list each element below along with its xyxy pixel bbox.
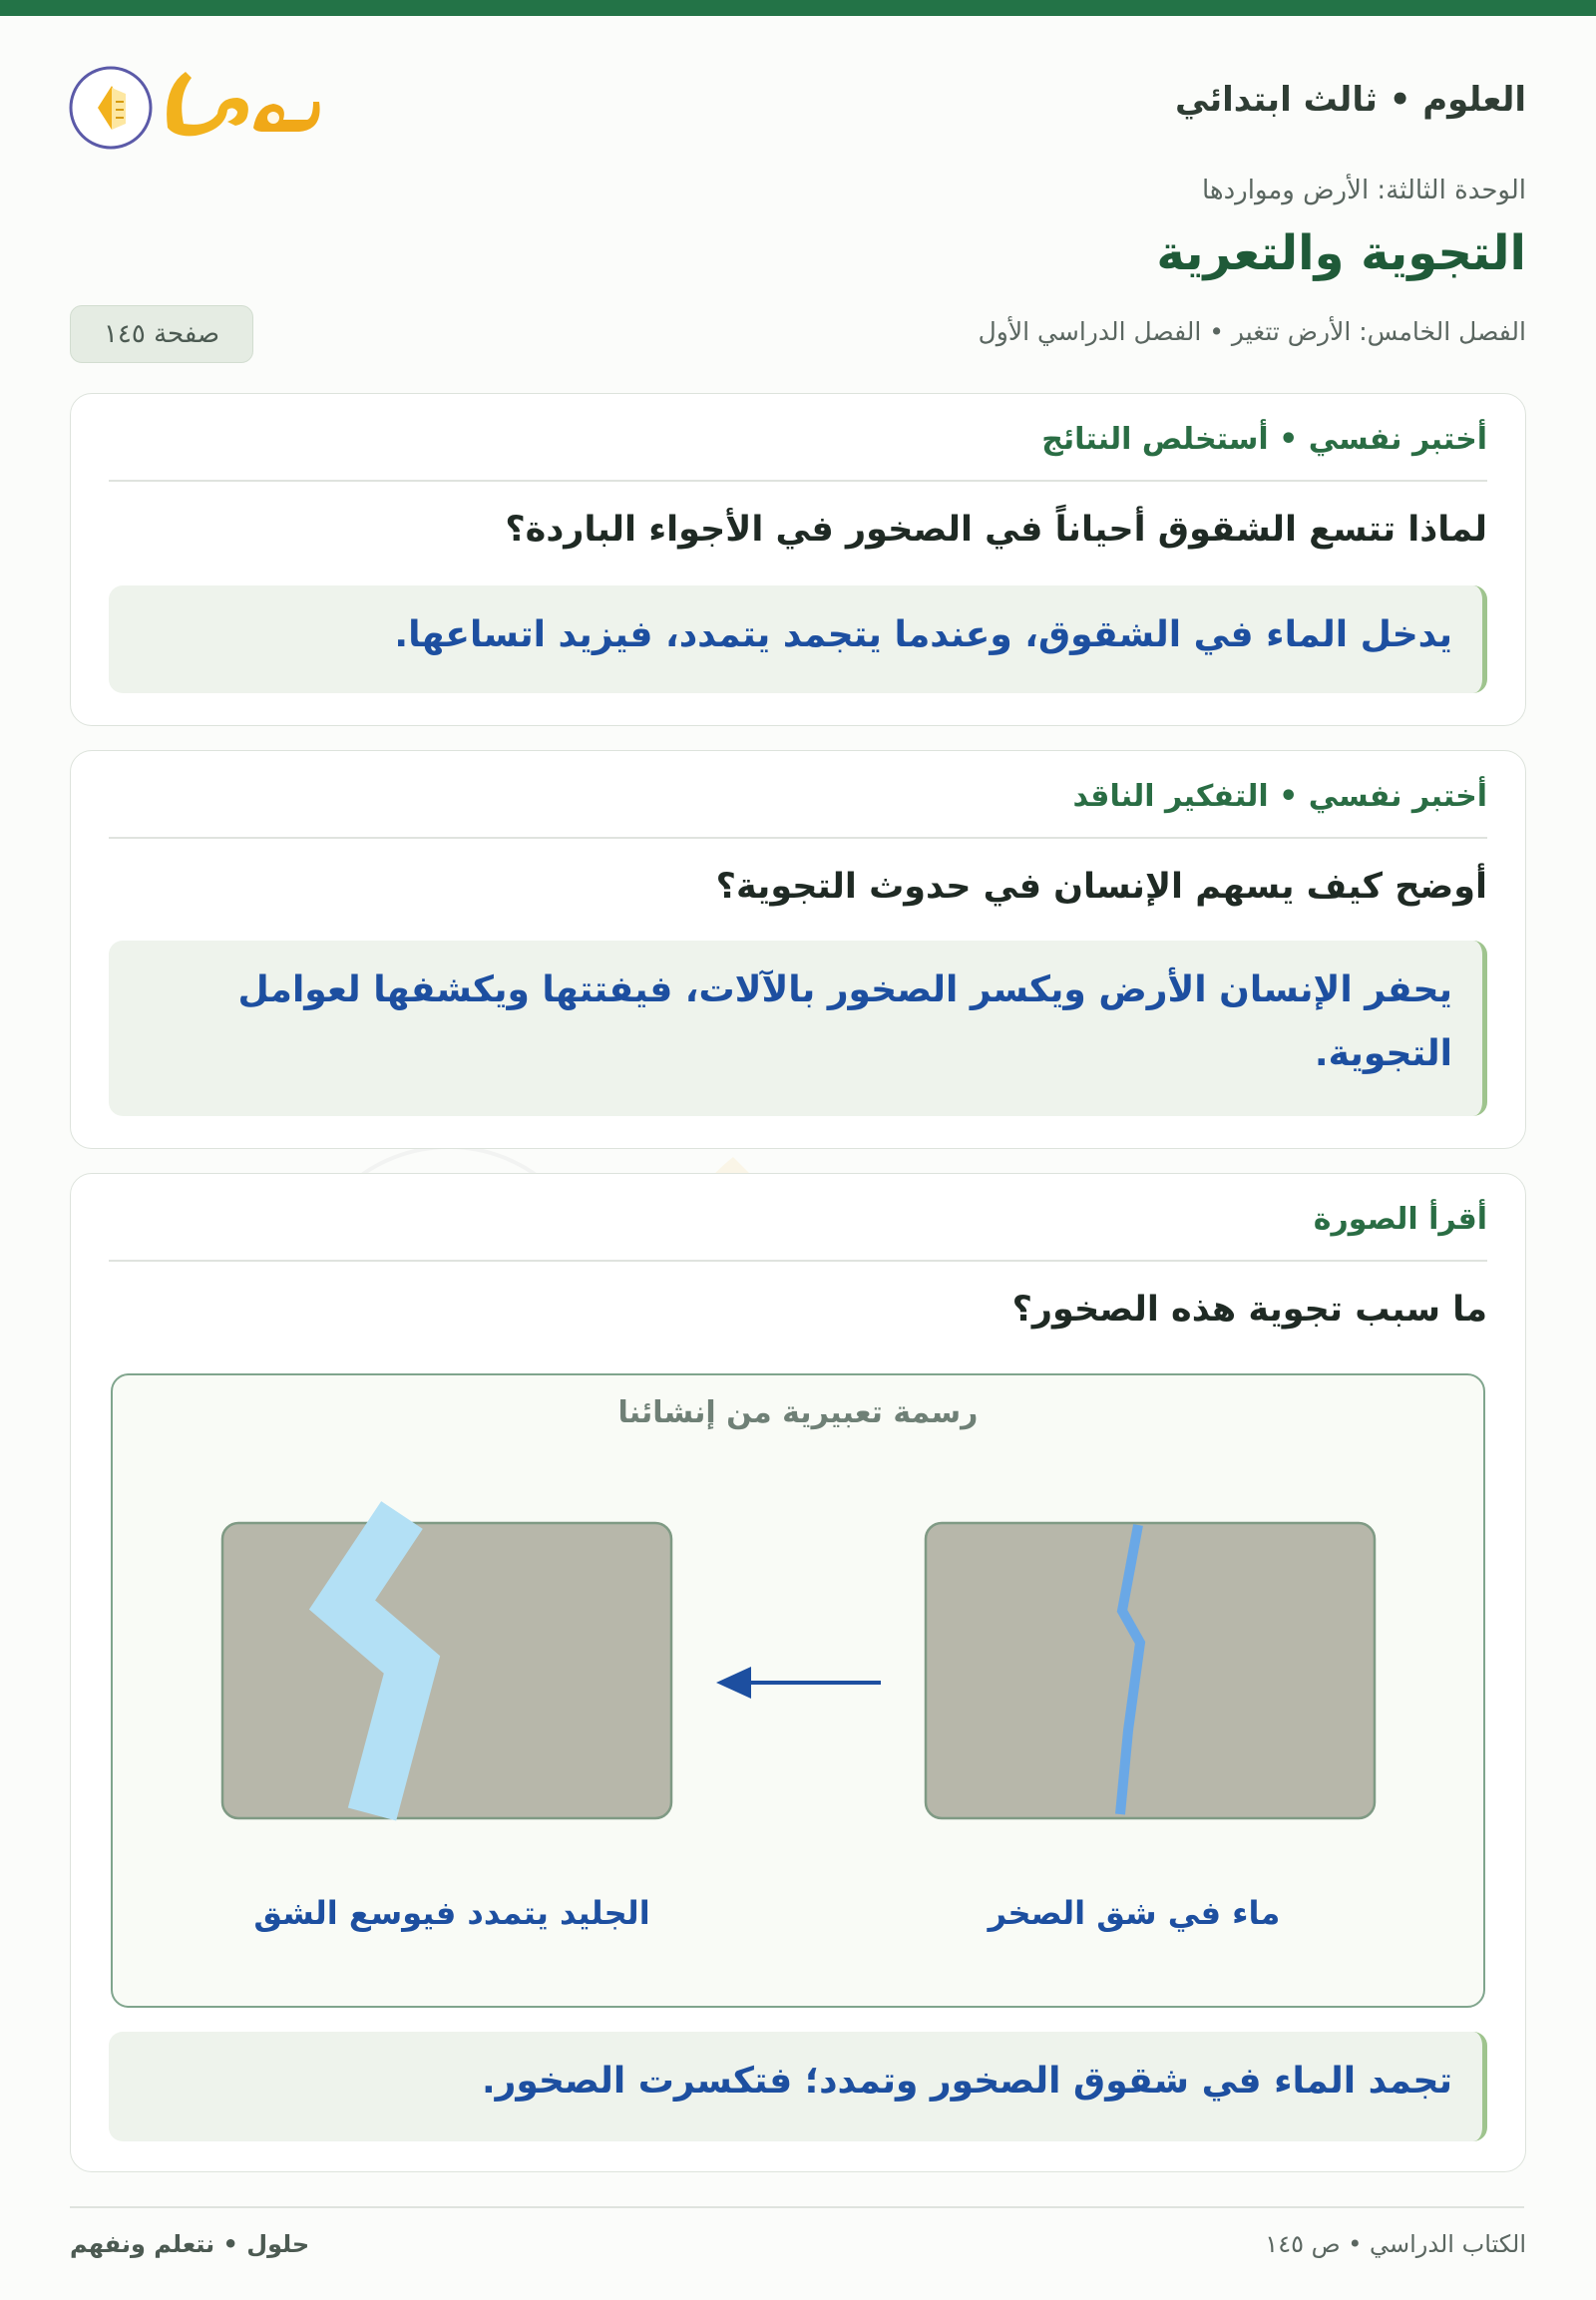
question-text: ما سبب تجوية هذه الصخور؟ [1011,1290,1487,1330]
card-label: أقرأ الصورة [1313,1202,1487,1237]
top-accent-bar [0,0,1596,16]
answer-box: يدخل الماء في الشقوق، وعندما يتجمد يتمدد، فيزيد اتساعها. [109,585,1487,693]
card-label: أختبر نفسي • أستخلص النتائج [1041,422,1487,457]
question-card-2 [70,750,1526,1149]
question-card-3 [70,1173,1526,2172]
question-text: أوضح كيف يسهم الإنسان في حدوث التجوية؟ [715,867,1487,907]
card-label: أختبر نفسي • التفكير الناقد [1072,779,1487,814]
rock-ice-expanded [222,1523,671,1818]
divider [109,480,1487,482]
divider [109,1260,1487,1262]
answer-box: يحفر الإنسان الأرض ويكسر الصخور بالآلات، فيفتتها ويكشفها لعوامل التجوية. [109,941,1487,1116]
question-card-1 [70,393,1526,726]
answer-box: تجمد الماء في شقوق الصخور وتمدد؛ فتكسرت الصخور. [109,2032,1487,2141]
unit-title: الوحدة الثالثة: الأرض ومواردها [1201,176,1526,205]
label-water-in-crack: ماء في شق الصخر [988,1894,1281,1932]
page-title: التجوية والتعرية [1156,225,1526,281]
brand-logo [68,58,337,158]
subject-grade: العلوم • ثالث ابتدائي [1174,80,1526,120]
divider [109,837,1487,839]
illustration-caption: رسمة تعبيرية من إنشائنا [617,1395,979,1430]
arrow-left-icon [716,1667,881,1699]
footer-divider [70,2206,1524,2208]
footer-brand: حلول • نتعلم ونفهم [70,2230,310,2258]
illustration-frame [111,1373,1485,2008]
footer-book-page: الكتاب الدراسي • ص ١٤٥ [1265,2230,1526,2258]
page-number-badge: صفحة ١٤٥ [70,305,253,363]
chapter-info: الفصل الخامس: الأرض تتغير • الفصل الدراسي الأول [978,317,1526,346]
rock-water-crack [926,1523,1375,1818]
label-ice-expands: الجليد يتمدد فيوسع الشق [253,1894,650,1932]
question-text: لماذا تتسع الشقوق أحياناً في الصخور في الأجواء الباردة؟ [505,510,1487,550]
